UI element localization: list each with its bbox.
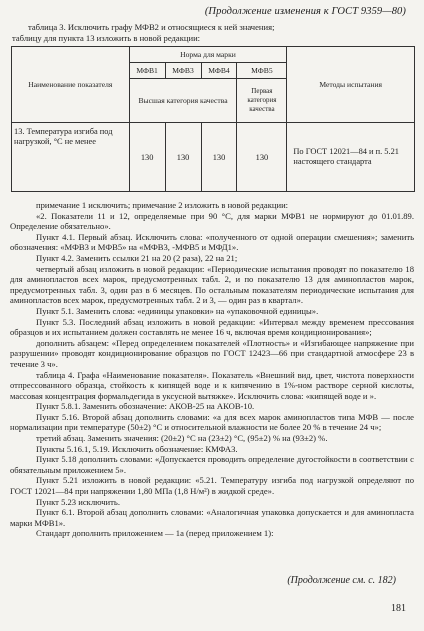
paragraph: Пункт 5.1. Заменить слова: «единицы упаковки» на «упаковочной единицы». [36, 305, 319, 316]
paragraph: «2. Показатели 11 и 12, определяемые при 90 °С, для марки МФВ1 не нормируют до 01.01.89. Определение обязательно». [10, 210, 414, 232]
grade-header: МФВ5 [237, 63, 287, 79]
paragraph: дополнить абзацем: «Перед определением показателей «Плотность» и «Изгибающее напряжение при разрушении» проводят кондиционирование образцов по ГОСТ 12423—66 при стандартной атмосфере 23 в течение 3 ч». [10, 337, 414, 369]
paragraph: третий абзац. Заменить значения: (20±2) °С на (23±2) °С, (95±2) % на (93±2) %. [36, 433, 328, 444]
grade-header: МФВ4 [201, 63, 237, 79]
column-header-norm: Норма для марки [129, 47, 287, 63]
intro-text [12, 22, 416, 43]
row-value: 130 [129, 123, 165, 192]
paragraph: Пункты 5.16.1, 5.19. Исключить обозначение: КМФА3. [36, 443, 238, 454]
paragraph: примечание 1 исключить; примечание 2 изложить в новой редакции: [36, 200, 289, 210]
row-value: 130 [201, 123, 237, 192]
paragraph: Пункт 5.3. Последний абзац изложить в новой редакции: «Интервал между временем прессования образцов и их испытанием должен составлять не менее 16 ч, включая время кондиционирования»; [10, 316, 414, 338]
table-row [12, 123, 415, 192]
paragraph: Пункт 6.1. Второй абзац дополнить словами: «Аналогичная упаковка допускается и для аминопласта марки МФВ1». [10, 507, 414, 528]
column-header-name: Наименование показателя [12, 47, 130, 123]
intro-line: таблица 3. Исключить графу МФВ2 и относящиеся к ней значения; [28, 22, 275, 32]
grade-header: МФВ1 [129, 63, 165, 79]
body-text [10, 200, 414, 539]
paragraph: Пункт 5.18 дополнить словами: «Допускается проводить определение дугостойкости в соответствии с обязательным приложением 5». [10, 454, 414, 475]
paragraph: таблица 4. Графа «Наименование показателя». Показатель «Внешний вид, цвет, чистота поверхности отпрессованного образца, стойкость к кипящей воде и к кипячению в 1%-ном растворе серной кислоты, массовая концентрация формальдегида в уксусной вытяжке». Исключить слова: «кипящей воде и ». [10, 369, 414, 401]
paragraph: Пункт 4.1. Первый абзац. Исключить слова: «полученного от одной операции смешения»; заменить обозначения: «МФВ3 и МФВ5» на «МФВ3, -МФВ5 и МФД1». [10, 231, 414, 253]
grade-header: МФВ3 [165, 63, 201, 79]
row-name: 13. Температура изгиба под нагрузкой, °С не менее [12, 123, 130, 192]
page-number: 181 [391, 603, 406, 614]
intro-line: таблицу для пункта 13 изложить в новой редакции: [12, 32, 201, 43]
paragraph: Пункт 5.21 изложить в новой редакции: «5.21. Температуру изгиба под нагрузкой определяют по ГОСТ 12021—84 при напряжении 1,80 МПа (1,8 Н/м²) в жидкой среде». [10, 475, 414, 497]
row-value: 130 [237, 123, 287, 192]
row-method: По ГОСТ 12021—84 и п. 5.21 настоящего стандарта [287, 123, 415, 192]
paragraph: Пункт 5.23 исключить. [36, 496, 120, 507]
paragraph: Пункт 4.2. Заменить ссылки 21 на 20 (2 раза), 22 на 21; [36, 252, 238, 263]
paragraph: Пункт 5.8.1. Заменить обозначение: АКОВ-25 на АКОВ-10. [36, 401, 255, 412]
group-header-high: Высшая категория качества [129, 79, 237, 123]
norms-table [11, 46, 415, 192]
paragraph: Стандарт дополнить приложением — 1а (перед приложением 1): [36, 528, 274, 539]
paragraph: четвертый абзац изложить в новой редакции: «Периодические испытания проводят по показателю 18 для аминопластов всех марок, предусмотренных табл. 2, и по показателю 13 для аминопластов марок, предусмотренных табл. 3, один раз в 6 месяцев. По остальным показателям периодические испытания для аминопластов всех марок, предусмотренных табл. 2 и 3, — один раз в квартал». [10, 263, 414, 306]
continuation-note: (Продолжение см. с. 182) [287, 575, 396, 586]
paragraph: Пункт 5.16. Второй абзац дополнить словами: «а для всех марок аминопластов типа МФВ — после нормализации при температуре (50±2) °С и относительной влажности не более 20 % в течение 24 ч»; [10, 411, 414, 433]
running-header: (Продолжение изменения к ГОСТ 9359—80) [204, 6, 406, 17]
column-header-method: Методы испытания [287, 47, 415, 123]
group-header-first: Первая категория качества [237, 79, 287, 123]
row-value: 130 [165, 123, 201, 192]
